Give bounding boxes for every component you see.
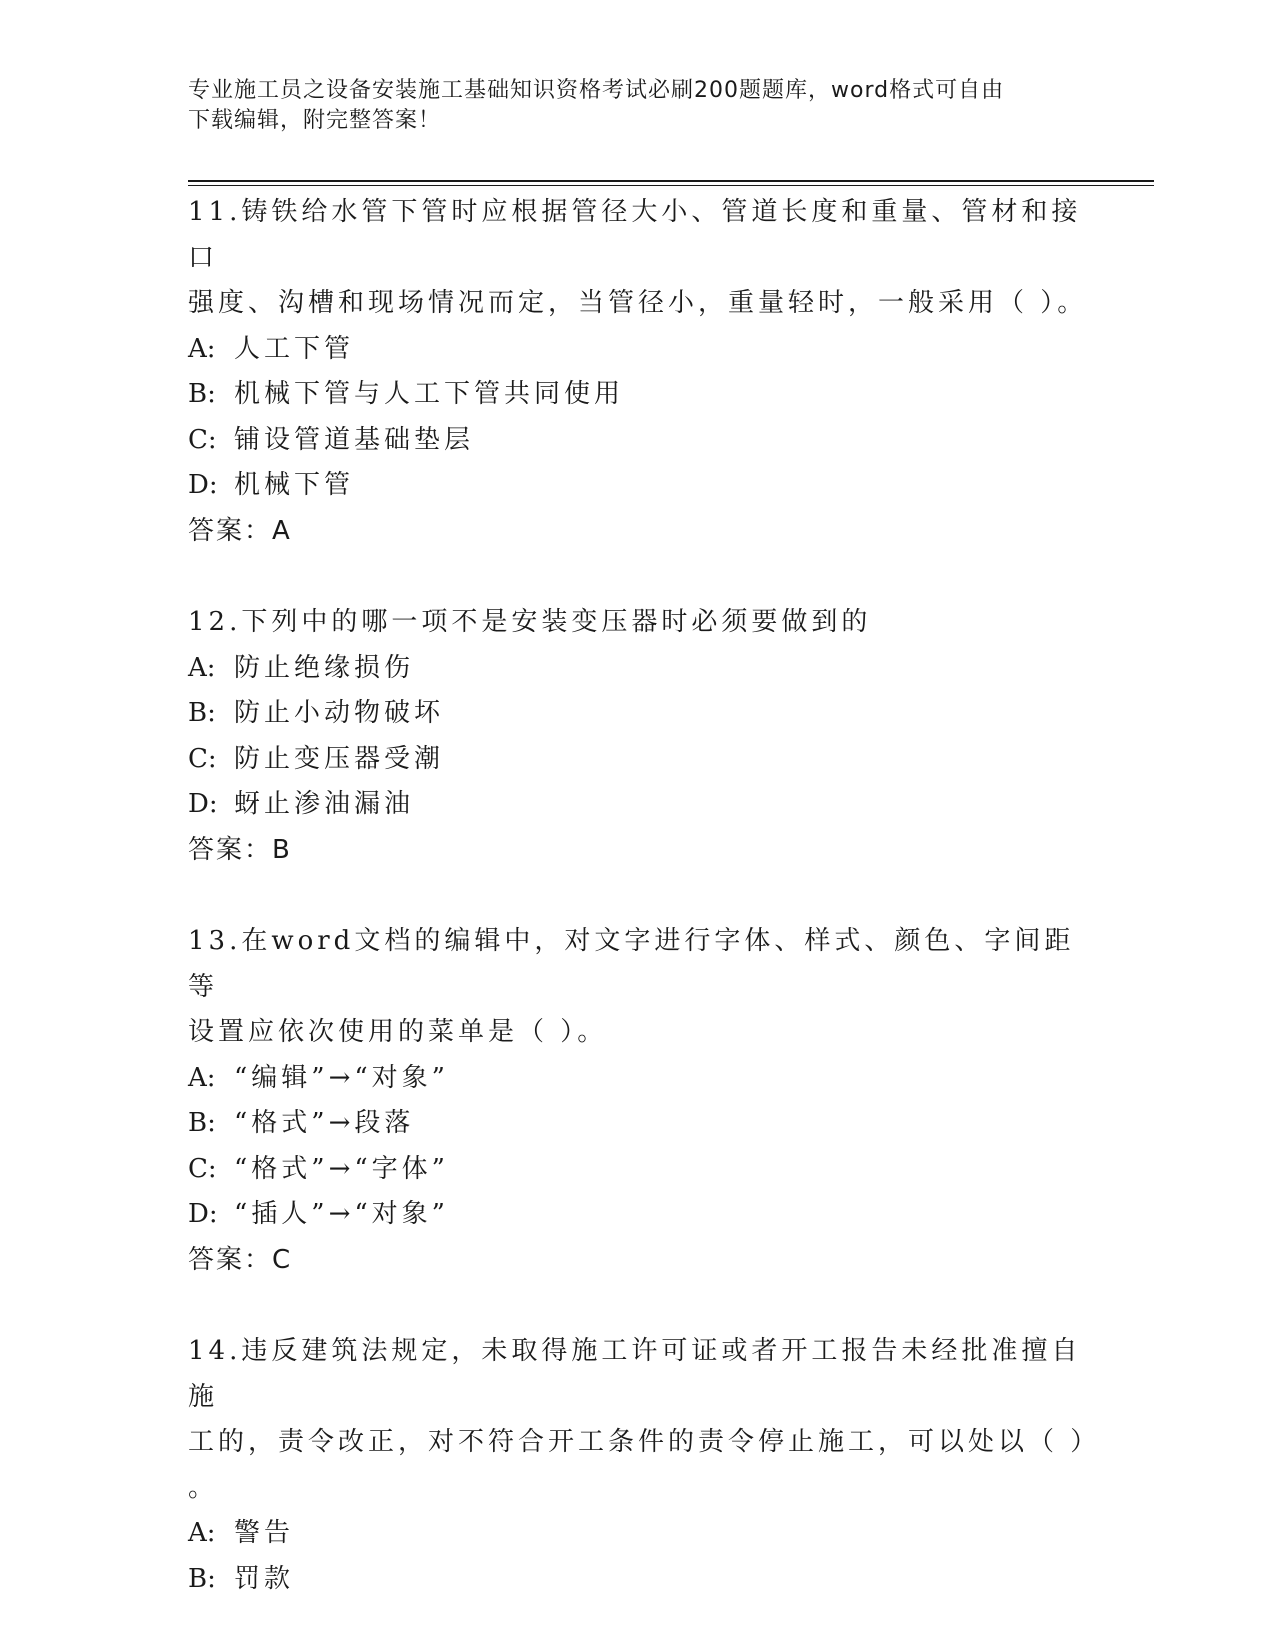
question-stem-line: 14.违反建筑法规定，未取得施工许可证或者开工报告未经批准擅自施 [188, 1336, 1082, 1412]
option-letter: A: [188, 1062, 216, 1093]
option-text: “插人”→“对象” [234, 1199, 449, 1229]
option-letter: A: [188, 1518, 216, 1548]
option-text: “格式”→段落 [234, 1108, 415, 1138]
option-letter: B: [188, 379, 216, 409]
option-a [188, 1056, 1088, 1102]
option-text: 防止绝缘损伤 [234, 652, 415, 683]
option-text: 人工下管 [234, 333, 355, 364]
option-a [188, 1511, 1088, 1557]
option-letter: C: [188, 424, 217, 455]
option-c [188, 1147, 1088, 1193]
option-letter: B: [188, 698, 216, 728]
question-12 [188, 600, 1088, 873]
option-letter: D: [188, 789, 218, 819]
option-letter: A: [188, 652, 216, 683]
option-text: “格式”→“字体” [234, 1153, 449, 1184]
option-letter: C: [188, 743, 217, 774]
option-letter: D: [188, 470, 218, 500]
question-stem-line: 强度、沟槽和现场情况而定，当管径小，重量轻时，一般采用（ ）。 [188, 288, 1088, 318]
question-stem-line: 11.铸铁给水管下管时应根据管径大小、管道长度和重量、管材和接口 [188, 197, 1082, 273]
question-spacer [188, 554, 1088, 600]
header-line-1: 专业施工员之设备安装施工基础知识资格考试必刷200题题库，word格式可自由 [188, 78, 1005, 103]
answer-label: 答案：A [188, 515, 292, 546]
option-text: 机械下管 [234, 470, 355, 500]
question-stem-line: 。 [188, 1472, 219, 1503]
header-rule-thick [188, 180, 1154, 182]
header-line-2: 下载编辑，附完整答案！ [188, 108, 442, 133]
option-a [188, 327, 1088, 373]
header-rule-thin [188, 185, 1154, 186]
option-d [188, 1192, 1088, 1238]
option-b [188, 691, 1088, 737]
option-text: 警告 [234, 1518, 295, 1548]
option-text: “编辑”→“对象” [234, 1062, 449, 1093]
option-text: 防止小动物破坏 [234, 698, 445, 728]
option-b [188, 372, 1088, 418]
option-text: 机械下管与人工下管共同使用 [234, 379, 625, 409]
option-text: 防止变压器受潮 [234, 743, 445, 774]
question-spacer [188, 1283, 1088, 1329]
option-text: 罚款 [234, 1563, 295, 1594]
option-d [188, 782, 1088, 828]
option-text: 蚜止渗油漏油 [234, 789, 415, 819]
question-stem-line: 12.下列中的哪一项不是安装变压器时必须要做到的 [188, 607, 872, 637]
option-b [188, 1557, 1088, 1603]
option-text: 铺设管道基础垫层 [234, 424, 475, 455]
option-d [188, 463, 1088, 509]
document-header [188, 76, 1078, 136]
question-spacer [188, 873, 1088, 919]
option-b [188, 1101, 1088, 1147]
option-c [188, 737, 1088, 783]
question-11 [188, 190, 1088, 554]
answer-label: 答案：C [188, 1244, 293, 1275]
option-letter: C: [188, 1153, 217, 1184]
question-13 [188, 919, 1088, 1283]
question-stem-line: 13.在word文档的编辑中，对文字进行字体、样式、颜色、字间距等 [188, 926, 1075, 1002]
question-14 [188, 1329, 1101, 1602]
option-letter: B: [188, 1108, 216, 1138]
option-letter: D: [188, 1199, 218, 1229]
question-stem-line: 工的，责令改正，对不符合开工条件的责令停止施工，可以处以（ ） [188, 1427, 1101, 1457]
option-letter: B: [188, 1563, 216, 1594]
option-a [188, 646, 1088, 692]
option-letter: A: [188, 333, 216, 364]
question-list [188, 190, 1101, 1602]
question-stem-line: 设置应依次使用的菜单是（ ）。 [188, 1017, 608, 1047]
option-c [188, 418, 1088, 464]
answer-label: 答案：B [188, 834, 292, 865]
